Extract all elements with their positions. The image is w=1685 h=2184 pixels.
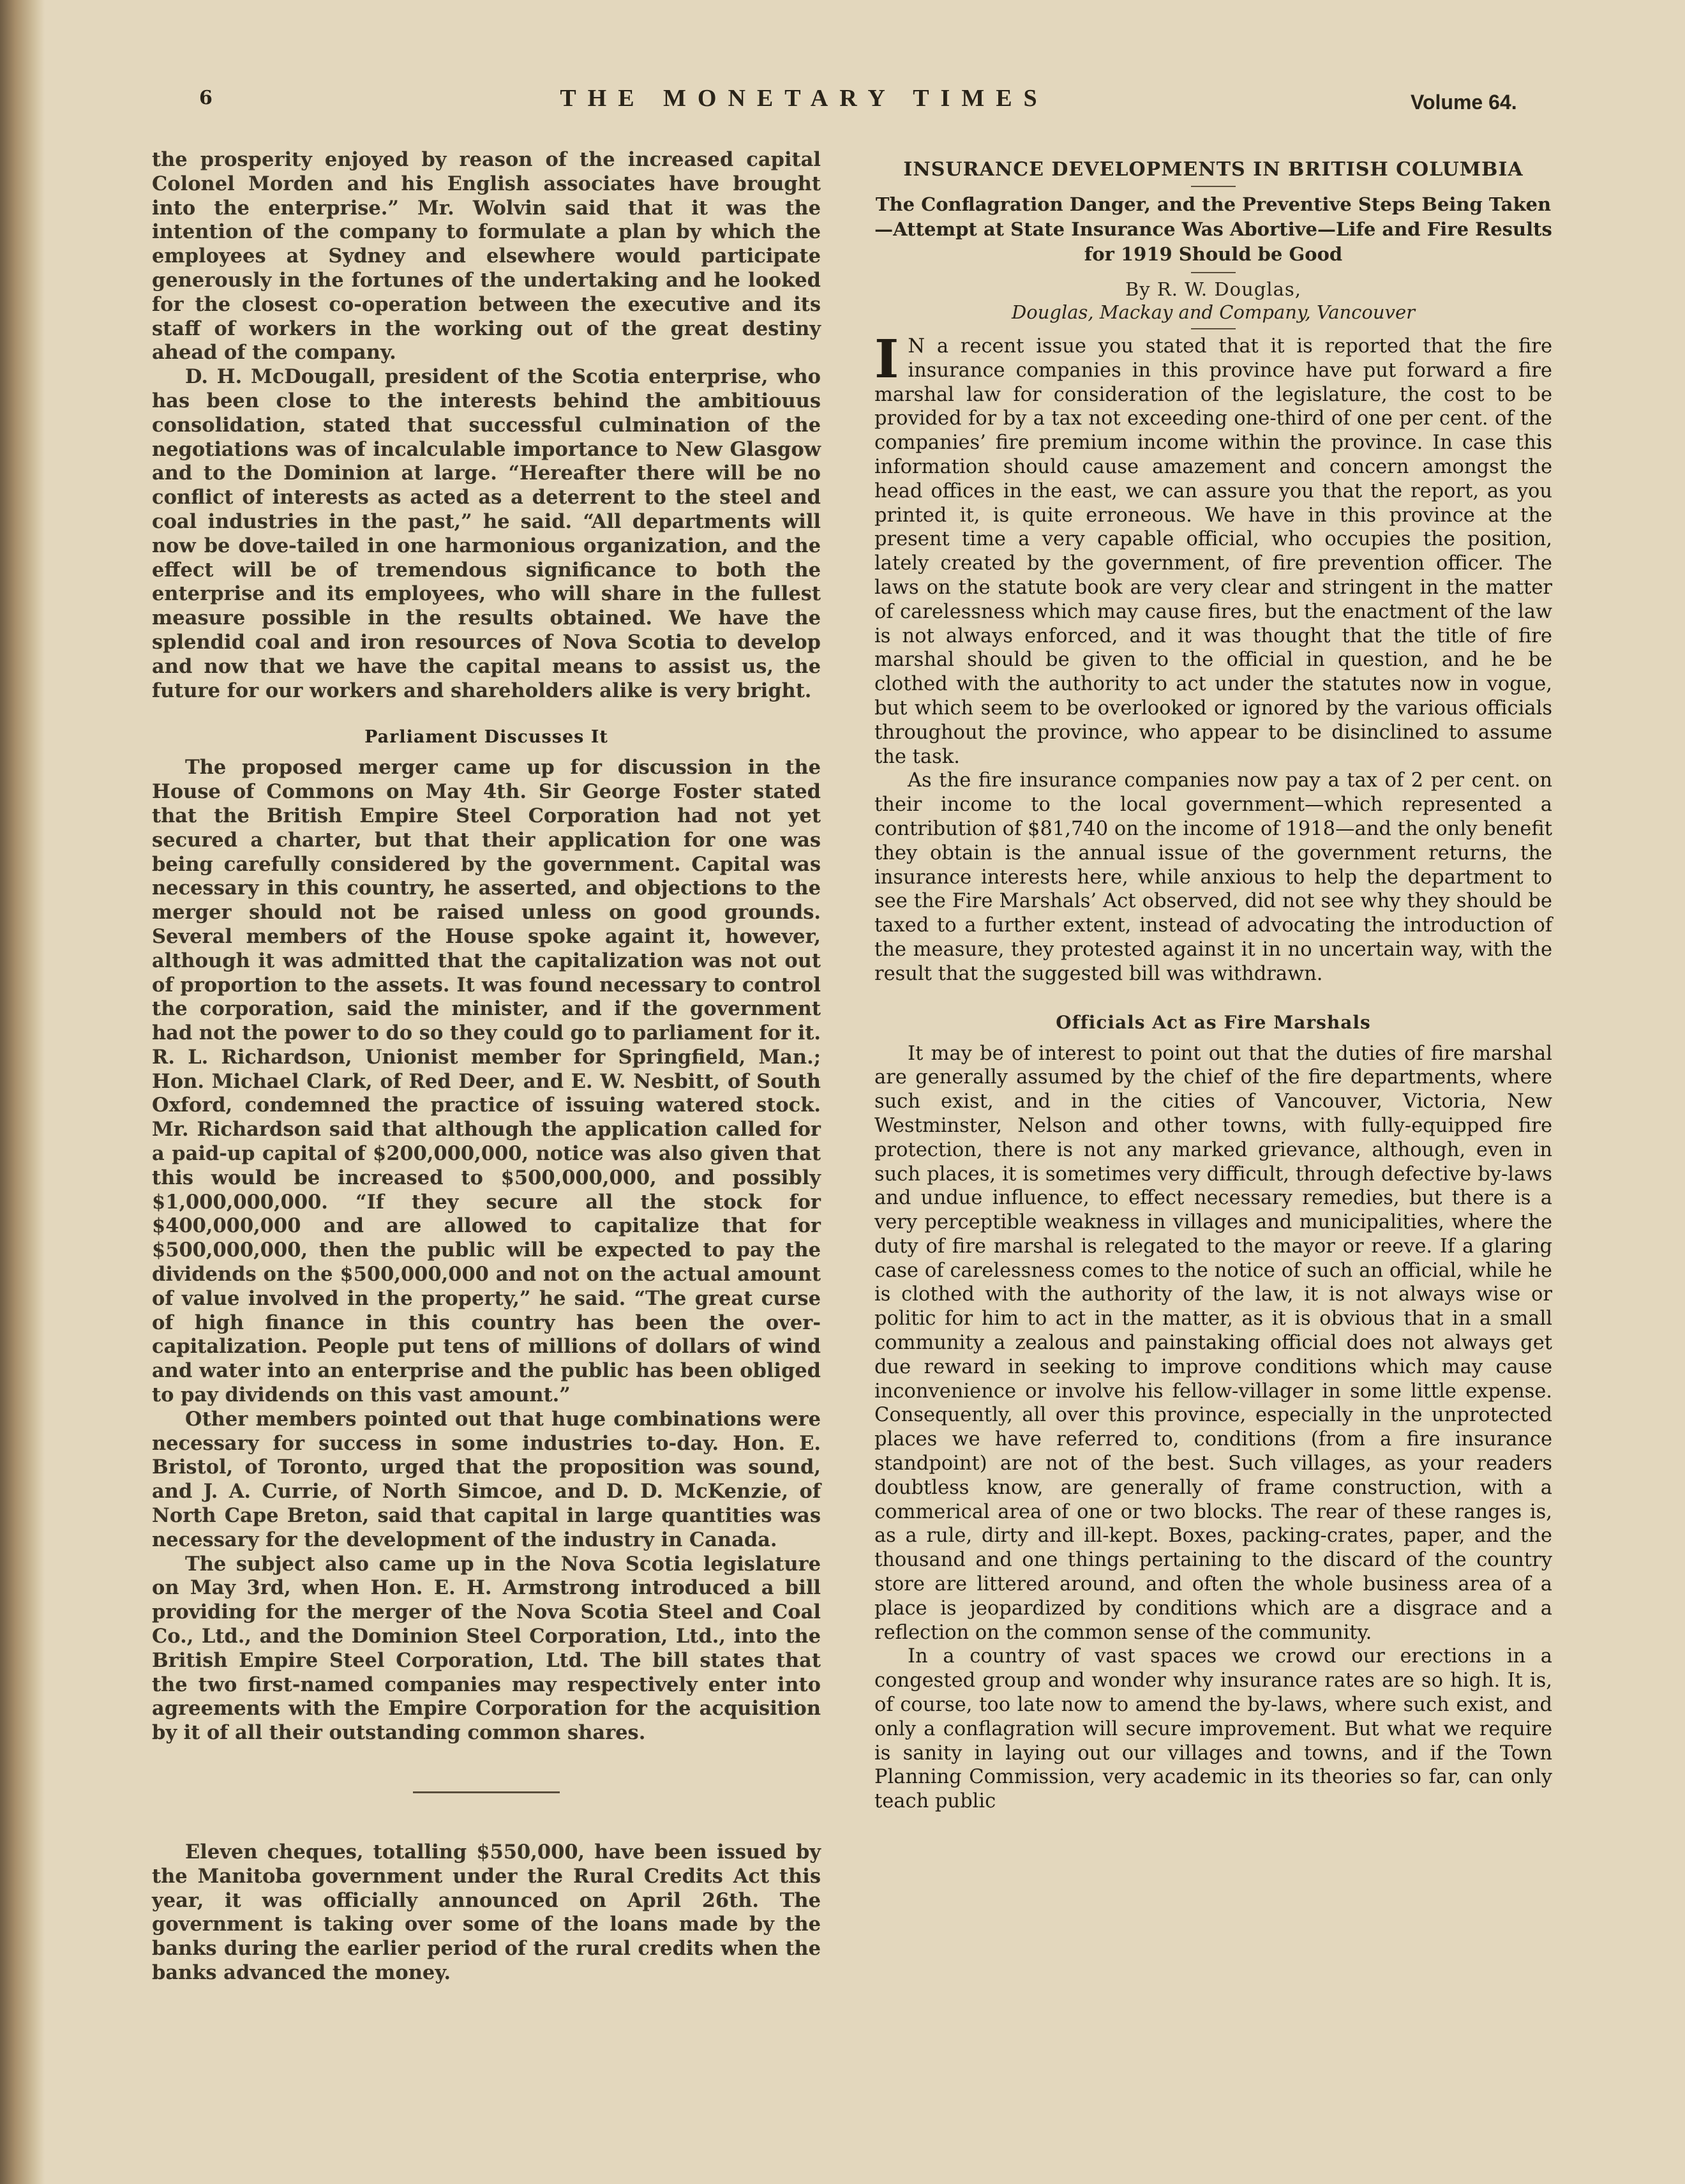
paragraph: As the fire insurance companies now pay a tax of 2 per cent. on their income to the local government—which represented a contribution of $81,740 on the income of 1918—and the only benefit they obtain is the annual issue of the government returns, the insurance interests here, while anxious to help the department to see the Fire Marshals’ Act observed, did not see why they should be taxed to a further extent, instead of advocating the introduction of the measure, they protested against it in no uncertain way, with the result that the suggested bill was withdrawn. [874, 769, 1552, 985]
page-binding-shadow [0, 0, 45, 2184]
volume-label: Volume 64. [1411, 91, 1517, 114]
paragraph: Other members pointed out that huge combinations were necessary for success in some industries to-day. Hon. E. Bristol, of Toronto, urged that the proposition was sound, and J. A. Currie, of North Simcoe, and D. D. McKenzie, of North Cape Breton, said that capital in large quantities was necessary for the development of the industry in Canada. [152, 1407, 821, 1551]
page-number: 6 [199, 87, 213, 109]
left-column [152, 148, 821, 1985]
publication-title: THE MONETARY TIMES [560, 85, 1049, 112]
section-subhead: Parliament Discusses It [364, 727, 608, 748]
paragraph: D. H. McDougall, president of the Scotia enterprise, who has been close to the interests behind the ambitiouus consolidation, stated that successful culmination of the negotiations was of incalculable importance to New Glasgow and to the Dominion at large. “Hereafter there will be no conflict of interests as acted as a deterrent to the steel and coal industries in the past,” he said. “All departments will now be dove-tailed in one harmonious organization, and the effect will be of tremendous significance to both the enterprise and its employees, who will share in the fullest measure possible in the results obtained. We have the splendid coal and iron resources of Nova Scotia to develop and now that we have the capital means to assist us, the future for our workers and shareholders alike is very bright. [152, 365, 821, 702]
section-subhead: Officials Act as Fire Marshals [1056, 1011, 1371, 1033]
paragraph: In a country of vast spaces we crowd our erections in a congested group and wonder why insurance rates are so high. It is, of course, too late now to amend the by-laws, where such exist, and only a conflagration will secure improvement. But what we require is sanity in laying out our villages and towns, and if the Town Planning Commission, very academic in its theories so far, can only teach public [874, 1645, 1552, 1813]
divider [1191, 272, 1236, 273]
paragraph-text: N a recent issue you stated that it is reported that the fire insurance companies in this province have put forward a fire marshal law for consideration of the legislature, the cost to be provided for by a tax not exceeding one-third of one per cent. of the companies’ fire premium income within the province. In case this information should cause amazement and concern amongst the head offices in the east, we can assure you that the report, as you printed it, is quite erroneous. We have in this province at the present time a very capable official, who occupies the position, lately created by the government, of fire prevention officer. The laws on the statute book are very clear and stringent in the matter of carelessness which may cause fires, but the enactment of the law is not always enforced, and it was thought that the title of fire marshal should be given to the official in question, and he be clothed with the authority to act under the statutes now in vogue, but which seem to be overlooked or ignored by the various officials throughout the province, who appear to be disinclined to assume the task. [874, 335, 1552, 768]
drop-cap: I [874, 329, 899, 390]
article-headline: INSURANCE DEVELOPMENTS IN BRITISH COLUMBIA [903, 158, 1524, 181]
paragraph: the prosperity enjoyed by reason of the increased capital Colonel Morden and his English associates have brought into the enterprise.” Mr. Wolvin said that it was the intention of the company to formulate a plan by which the employees at Sydney and elsewhere would participate generously in the fortunes of the undertaking and he looked for the closest co-operation between the executive and its staff of workers in the working out of the great destiny ahead of the company. [152, 148, 821, 365]
divider [1191, 186, 1236, 187]
article-deck: The Conflagration Danger, and the Preventive Steps Being Taken—Attempt at State Insurance Was Abortive—Life and Fire Results for 1919 Should be Good [874, 193, 1552, 265]
paragraph [874, 329, 1552, 769]
author-affiliation: Douglas, Mackay and Company, Vancouver [1012, 301, 1415, 323]
paragraph: The subject also came up in the Nova Scotia legislature on May 3rd, when Hon. E. H. Armstrong introduced a bill providing for the merger of the Nova Scotia Steel and Coal Co., Ltd., and the Dominion Steel Corporation, Ltd., into the British Empire Steel Corporation, Ltd. The bill states that the two first-named companies may respectively enter into agreements with the Empire Corporation for the acquisition by it of all their outstanding common shares. [152, 1552, 821, 1745]
paragraph: It may be of interest to point out that the duties of fire marshal are generally assumed by the chief of the fire departments, where such exist, and in the cities of Vancouver, Victoria, New Westminster, Nelson and other towns, with fully-equipped fire protection, there is not any marked grievance, although, even in such places, it is sometimes very difficult, through defective by-laws and undue influence, to effect necessary remedies, but there is a very perceptible weakness in villages and municipalities, where the duty of fire marshal is relegated to the mayor or reeve. If a glaring case of carelessness comes to the notice of such an official, while he is clothed with the authority of the law, it is not always wise or politic for him to act in the matter, as it is obvious that in a small community a zealous and painstaking official does not always get due reward in seeking to improve conditions which may cause inconvenience or involve his fellow-villager in some little expense. Consequently, all over this province, especially in the unprotected places we have referred to, conditions (from a fire insurance standpoint) are not of the best. Such villages, as your readers doubtless know, are generally of frame construction, with a commerical area of one or two blocks. The rear of these ranges is, as a rule, dirty and ill-kept. Boxes, packing-crates, paper, and the thousand and one things pertaining to the discard of the country store are littered around, and often the whole business area of a place is jeopardized by conditions which are a disgrace and a reflection on the common sense of the community. [874, 1042, 1552, 1644]
paragraph: Eleven cheques, totalling $550,000, have been issued by the Manitoba government under the Rural Credits Act this year, it was officially announced on April 26th. The government is taking over some of the loans made by the banks during the earlier period of the rural credits when the banks advanced the money. [152, 1841, 821, 1984]
byline: By R. W. Douglas, [1125, 278, 1301, 300]
right-column [874, 148, 1552, 1814]
paragraph: The proposed merger came up for discussion in the House of Commons on May 4th. Sir George Foster stated that the British Empire Steel Corporation had not yet secured a charter, but that their application for one was being carefully considered by the government. Capital was necessary in this country, he asserted, and objections to the merger should not be raised unless on good grounds. Several members of the House spoke againt it, however, although it was admitted that the capitalization was not out of proportion to the assets. It was found necessary to control the corporation, said the minister, and if the government had not the power to do so they could go to parliament for it. R. L. Richardson, Unionist member for Springfield, Man.; Hon. Michael Clark, of Red Deer, and E. W. Nesbitt, of South Oxford, condemned the practice of issuing watered stock. Mr. Richardson said that although the application called for a paid-up capital of $200,000,000, notice was also given that this would be increased to $500,000,000, and possibly $1,000,000,000. “If they secure all the stock for $400,000,000 and are allowed to capitalize that for $500,000,000, then the public will be expected to pay the dividends on the $500,000,000 and not on the actual amount of value involved in the property,” he said. “The great curse of high finance in this country has been the over-capitalization. People put tens of millions of dollars of wind and water into an enterprise and the public has been obliged to pay dividends on this vast amount.” [152, 756, 821, 1407]
divider [1191, 328, 1236, 329]
